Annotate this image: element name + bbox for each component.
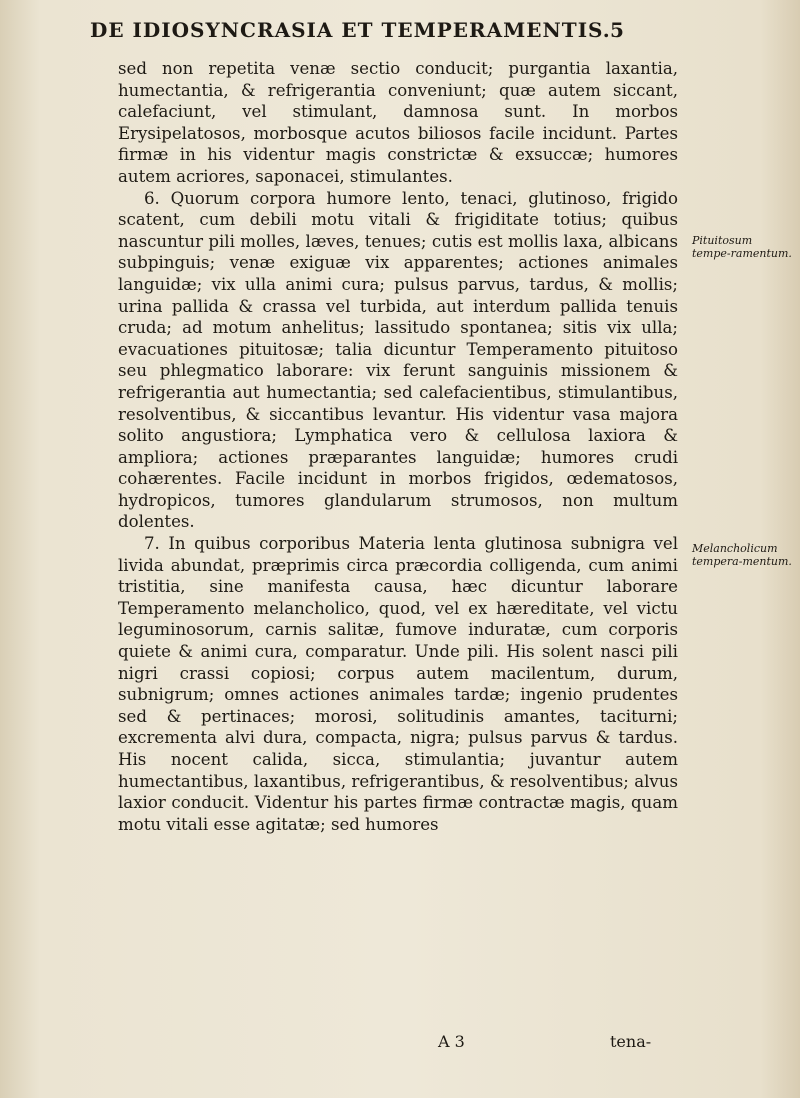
paragraph-continuation: sed non repetita venæ sectio conducit; purgantia laxantia, humectantia, & refrigerantia conveniunt; quæ autem siccant, calefaciunt, vel stimulant, damnosa sunt. In morbos Erysipelatosos, morbosque acutos biliosos facile incidunt. Partes firmæ in his videntur magis constrictæ & exsuccæ; humores autem acriores, saponacei, stimulantes. [118, 59, 678, 186]
paragraph-6: 6. Quorum corpora humore lento, tenaci, glutinoso, frigido scatent, cum debili motu vitali & frigiditate totius; quibus nascuntur pili molles, læves, tenues; cutis est mollis laxa, albicans subpinguis; venæ exiguæ vix apparentes; actiones animales languidæ; vix ulla animi cura; pulsus parvus, tardus, & mollis; urina pallida & crassa vel turbida, aut interdum pallida tenuis cruda; ad motum anhelitus; lassitudo spontanea; sitis vix ulla; evacuationes pituitosæ; talia dicuntur Temperamento pituitoso seu phlegmatico laborare: vix ferunt sanguinis missionem & refrigerantia aut humectantia; sed calefacientibus, stimulantibus, resolventibus, & siccantibus levantur. His videntur vasa majora solito angustiora; Lymphatica vero & cellulosa laxiora & ampliora; actiones præparantes languidæ; humores crudi cohærentes. Facile incidunt in morbos frigidos, œdematosos, hydropicos, tumores glandularum strumosos, non multum dolentes. [118, 188, 678, 532]
catchword: tena- [610, 1032, 652, 1051]
header-title: DE IDIOSYNCRASIA ET TEMPERAMENTIS. [90, 18, 611, 42]
margin-note-pituita: Pituitosum tempe-ramentum. [692, 234, 792, 260]
margin-note-melancholicum: Melancholicum tempera-mentum. [692, 542, 792, 568]
page-number: 5 [610, 18, 625, 42]
main-text [118, 58, 678, 835]
paragraph-7: 7. In quibus corporibus Materia lenta glutinosa subnigra vel livida abundat, præprimis circa præcordia colligenda, cum animi tristitia, sine manifesta causa, hæc dicuntur laborare Temperamento melancholico, quod, vel ex hæreditate, vel victu leguminosorum, carnis salitæ, fumove induratæ, cum corporis quiete & animi cura, comparatur. Unde pili. His solent nasci pili nigri crassi copiosi; corpus autem macilentum, durum, subnigrum; omnes actiones animales tardæ; ingenio prudentes sed & pertinaces; morosi, solitudinis amantes, taciturni; excrementa alvi dura, compacta, nigra; pulsus parvus & tardus. His nocent calida, sicca, stimulantia; juvantur autem humectantibus, laxantibus, refrigerantibus, & resolventibus; alvus laxior conducit. Videntur his partes firmæ contractæ magis, quam motu vitali esse agitatæ; sed humores [118, 534, 678, 834]
running-header [90, 18, 670, 42]
signature-mark: A 3 [438, 1032, 465, 1051]
